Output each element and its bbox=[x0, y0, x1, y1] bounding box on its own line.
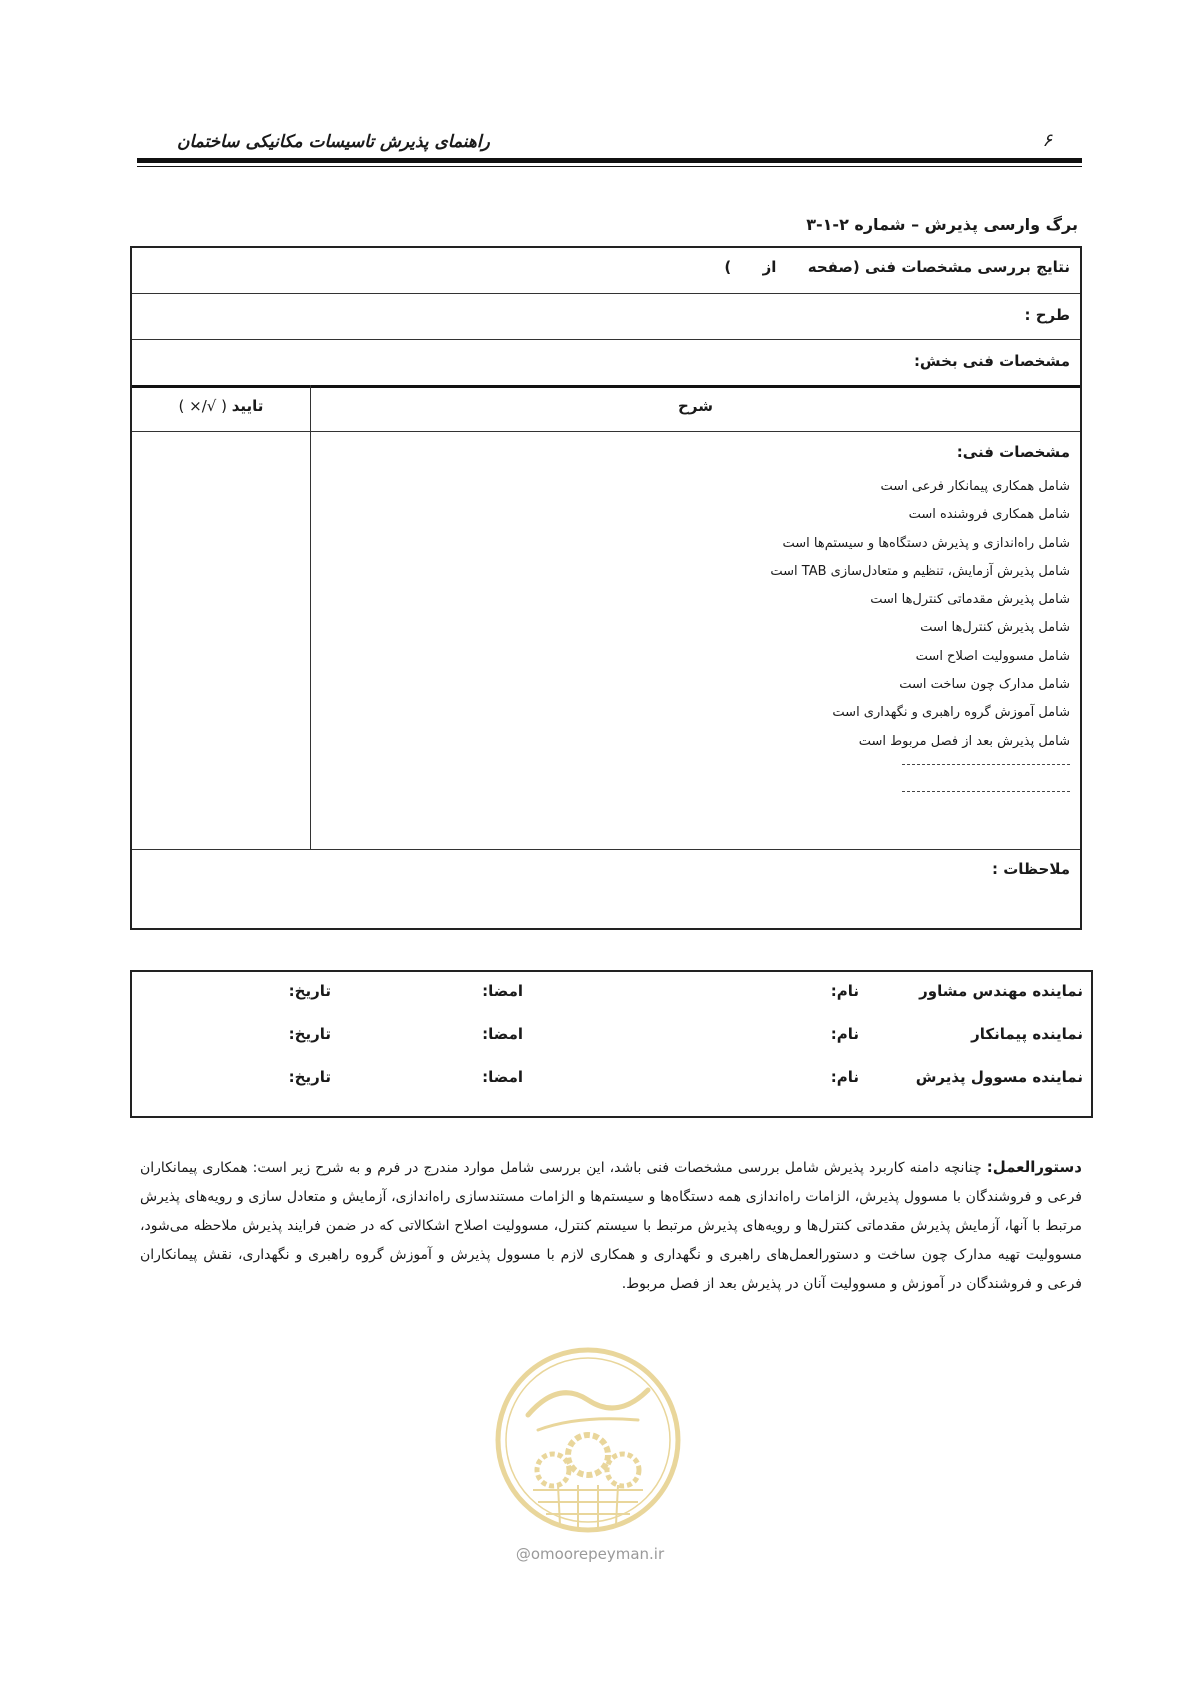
spec-item: شامل مسوولیت اصلاح است bbox=[915, 648, 1070, 664]
signature-role: نماینده پیمانکار bbox=[971, 1025, 1083, 1043]
date-label: تاریخ: bbox=[288, 982, 331, 1000]
page-header bbox=[137, 120, 1082, 170]
column-header-description: شرح bbox=[678, 397, 713, 415]
spec-list bbox=[770, 473, 1070, 756]
notes-label: ملاحظات : bbox=[991, 860, 1070, 878]
name-label: نام: bbox=[830, 982, 859, 1000]
spec-item: شامل پذیرش کنترل‌ها است bbox=[920, 620, 1070, 636]
date-label: تاریخ: bbox=[288, 1068, 331, 1086]
header-rule-thick bbox=[137, 158, 1082, 163]
watermark-url: @omoorepeyman.ir bbox=[515, 1545, 665, 1563]
checklist-table bbox=[130, 246, 1082, 930]
spec-item: شامل پذیرش مقدماتی کنترل‌ها است bbox=[870, 592, 1070, 608]
section-row bbox=[132, 339, 1080, 388]
blank-entry-line bbox=[902, 764, 1070, 765]
notes-row bbox=[132, 849, 1080, 930]
signature-label: امضا: bbox=[482, 982, 523, 1000]
spec-item: شامل پذیرش آزمایش، تنظیم و متعادل‌سازی TAB است bbox=[770, 563, 1070, 579]
form-caption: برگ وارسی پذیرش – شماره ۲-۱-۳ bbox=[806, 215, 1078, 234]
signature-box bbox=[130, 970, 1093, 1118]
spec-title: مشخصات فنی: bbox=[956, 443, 1070, 461]
spec-item: شامل راه‌اندازی و پذیرش دستگاه‌ها و سیستم‌ها است bbox=[782, 535, 1070, 551]
document-title: راهنمای پذیرش تاسیسات مکانیکی ساختمان bbox=[177, 132, 490, 152]
column-header-approve bbox=[132, 397, 310, 415]
spec-item: شامل همکاری پیمانکار فرعی است bbox=[880, 479, 1070, 494]
instructions-body: چنانچه دامنه کاربرد پذیرش شامل بررسی مشخصات فنی باشد، این بررسی شامل موارد مندرج در فرم و به شرح زیر است: همکاری پیمانکاران فرعی و فروشندگان با مسوول پذیرش، الزامات راه‌اندازی همه دستگاه‌ها و سیستم‌ها و الزامات مستندسازی راه‌اندازی، آزمایش و متعادل سازی و رویه‌های پذیرش مرتبط با آنها، آزمایش پذیرش مقدماتی کنترل‌ها و رویه‌های پذیرش مرتبط با سیستم کنترل، مسوولیت اصلاح اشکالاتی که در ضمن فرایند پذیرش ملاحظه می‌شود، مسوولیت تهیه مدارک چون ساخت و دستورالعمل‌های راهبری و نگهداری و همکاری لازم با مسوول پذیرش و آموزش گروه راهبری و نگهداری، نقش پیمانکاران فرعی و فروشندگان در آموزش و مسوولیت آنان در پذیرش بعد از فصل مربوط. bbox=[140, 1160, 1082, 1292]
spec-item: شامل آموزش گروه راهبری و نگهداری است bbox=[832, 705, 1070, 721]
approve-marks: ( √/× ) bbox=[178, 397, 227, 415]
spec-description-cell bbox=[311, 431, 1080, 849]
signature-role: نماینده مسوول پذیرش bbox=[915, 1068, 1083, 1086]
signature-row bbox=[132, 974, 1091, 1018]
signature-role: نماینده مهندس مشاور bbox=[919, 982, 1083, 1000]
header-rule-thin bbox=[137, 166, 1082, 167]
results-label: نتایج بررسی مشخصات فنی (صفحه از ) bbox=[724, 258, 1070, 276]
name-label: نام: bbox=[830, 1025, 859, 1043]
section-label: مشخصات فنی بخش: bbox=[913, 352, 1070, 370]
instructions-paragraph bbox=[140, 1153, 1082, 1299]
instructions-title: دستورالعمل: bbox=[986, 1158, 1082, 1176]
signature-label: امضا: bbox=[482, 1068, 523, 1086]
spec-item: شامل مدارک چون ساخت است bbox=[899, 677, 1070, 693]
signature-label: امضا: bbox=[482, 1025, 523, 1043]
results-row bbox=[132, 248, 1080, 294]
spec-item: شامل همکاری فروشنده است bbox=[908, 507, 1070, 523]
date-label: تاریخ: bbox=[288, 1025, 331, 1043]
blank-entry-line bbox=[902, 791, 1070, 792]
spec-item: شامل پذیرش بعد از فصل مربوط است bbox=[858, 733, 1070, 749]
project-row bbox=[132, 293, 1080, 340]
approve-label: تایید bbox=[231, 397, 264, 415]
name-label: نام: bbox=[830, 1068, 859, 1086]
page-number: ۶ bbox=[1042, 130, 1052, 151]
signature-row bbox=[132, 1060, 1091, 1104]
watermark-logo-icon bbox=[488, 1320, 688, 1560]
project-label: طرح : bbox=[1024, 306, 1070, 324]
table-header-row bbox=[132, 385, 1080, 432]
signature-row bbox=[132, 1017, 1091, 1061]
